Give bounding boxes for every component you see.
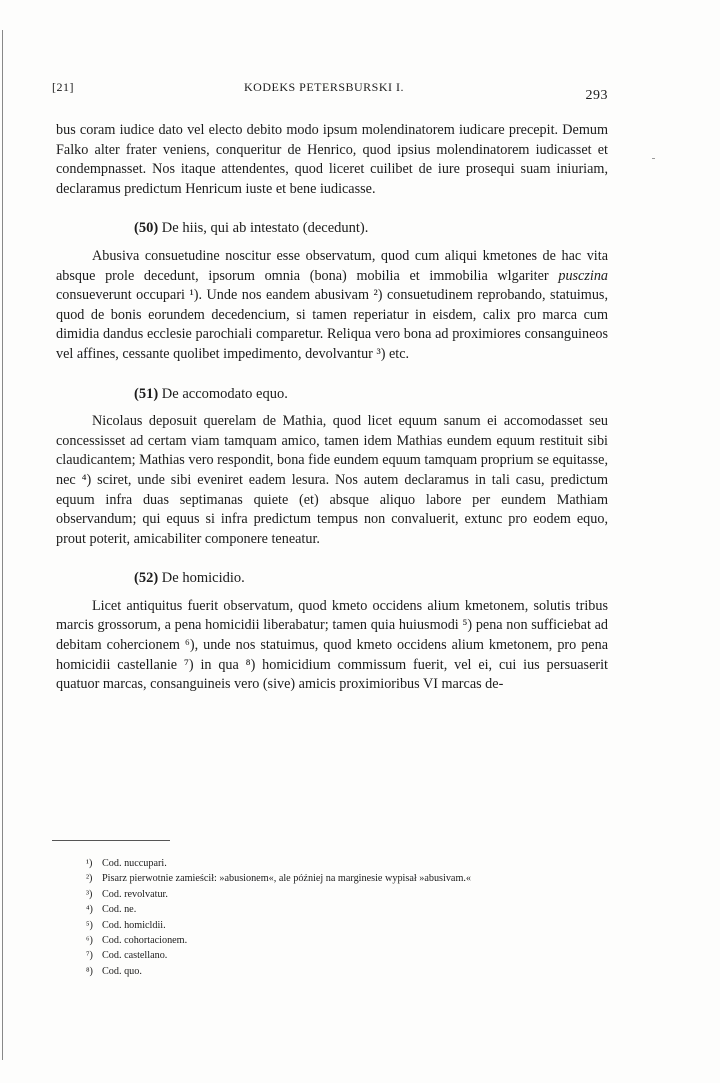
section-52-paragraph: Licet antiquitus fuerit observatum, quod kmeto occidens alium kmetonem, solutis tribus marcis grossorum, a pena homicidii liberabatur; tamen quia huiusmodi ⁵) pena non sufficiebat ad debitam cohercionem ⁶), unde nos statuimus, quod kmeto occidens alium kmetonem, pro pena homicidii castellanie ⁷) in qua ⁸) homicidium commissum fuerit, vel ei, cui ius persuaserit quatuor marcas, consanguineis vero (sive) amicis proximioribus VI marcas de- <box>56 597 608 693</box>
footnote <box>86 902 626 917</box>
section-title-52 <box>134 569 608 589</box>
footnote <box>86 871 626 886</box>
page-edge-rule <box>2 30 3 1060</box>
main-text <box>56 121 608 695</box>
section-50-vernacular-term: pusczina <box>558 267 608 284</box>
section-50-paragraph <box>56 247 608 365</box>
footnote <box>86 948 626 963</box>
footnote <box>86 933 626 948</box>
scan-speck <box>652 158 655 159</box>
footnotes <box>86 856 626 979</box>
footnote-text: Pisarz pierwotnie zamieścił: »abusionem«, ale później na marginesie wypisał »abusivam.« <box>102 873 472 885</box>
section-heading: De accomodato equo. <box>161 385 288 402</box>
footnote <box>86 918 626 933</box>
running-header <box>52 80 612 110</box>
footnote-text: Cod. homicldii. <box>102 919 166 931</box>
section-51-paragraph: Nicolaus deposuit querelam de Mathia, quod licet equum sanum ei accomodasset seu concessisset ad certam viam tamquam amico, tamen idem Mathias eundem equum restituit sibi claudicantem; Mathias vero respondit, bona fide eundem equum tamquam proprium se equitasse, nec ⁴) sciret, unde sibi eveniret eadem lesura. Nos autem declaramus in tali casu, predictum equum infra duas septimanas quiete (et) absque aliquo labore per eundem Mathiam observandum; qui equus si infra predictum tempus non convaluerit, extunc pro eodem equo, prout poterit, amicabiliter componere teneatur. <box>56 413 608 547</box>
footnote-text: Cod. ne. <box>102 904 137 916</box>
footnote <box>86 964 626 979</box>
footnote-text: Cod. revolvatur. <box>102 888 168 900</box>
footnote-text: Cod. cohortacionem. <box>102 935 188 947</box>
footnote-mark: ¹) <box>86 858 93 869</box>
footnote-mark: ²) <box>86 873 93 885</box>
footnote-mark: ⁷) <box>86 950 93 962</box>
footnote <box>86 856 626 871</box>
footnote-mark: ⁶) <box>86 935 93 947</box>
footnote-text: Cod. quo. <box>102 965 142 977</box>
section-title-51 <box>134 385 608 405</box>
footnote-mark: ⁴) <box>86 904 93 916</box>
section-heading: De homicidio. <box>161 570 245 587</box>
footnote <box>86 887 626 902</box>
header-title: KODEKS PETERSBURSKI I. <box>244 80 405 94</box>
section-heading: De hiis, qui ab intestato (decedunt). <box>161 220 369 237</box>
page-number: 293 <box>585 88 608 103</box>
footnote-mark: ⁸) <box>86 965 93 977</box>
header-section-ref: [21] <box>52 80 74 94</box>
section-50-text-a: Abusiva consuetudine noscitur esse observatum, quod cum aliqui kmetones de hac vita absque prole decedunt, ipsorum omnia (bona) mobilia et immobilia wlgariter <box>56 247 608 284</box>
intro-paragraph: bus coram iudice dato vel electo debito modo ipsum molendinatorem iudicare precepit. Demum Falko alter frater veniens, conqueritur de Henrico, quod ipsius molendinatorem iudicasset et condempnasset. Nos itaque attendentes, quod liceret cuilibet de iure prosequi suam iniuriam, declaramus predictum Henricum iuste et bene iudicasse. <box>56 122 608 197</box>
section-title-50 <box>134 219 608 239</box>
footnote-text: Cod. castellano. <box>102 950 168 962</box>
footnote-text: Cod. nuccupari. <box>102 858 167 869</box>
footnote-mark: ³) <box>86 888 93 900</box>
section-number: (50) <box>134 220 159 237</box>
section-50-text-b: consueverunt occupari ¹). Unde nos eandem abusivam ²) consuetudinem reprobando, statuimus, quod de bonis eorundem decedencium, si tamen reperiatur in eisdem, calix pro marca cum dimidia dandus ecclesie parochiali comparetur. Reliqua vero bona ad proximiores consanguineos vel affines, cessante quolibet impedimento, devolvantur ³) etc. <box>56 287 608 362</box>
footnote-mark: ⁵) <box>86 919 93 931</box>
section-number: (51) <box>134 385 159 402</box>
section-number: (52) <box>134 570 159 587</box>
footnote-separator <box>52 840 170 841</box>
